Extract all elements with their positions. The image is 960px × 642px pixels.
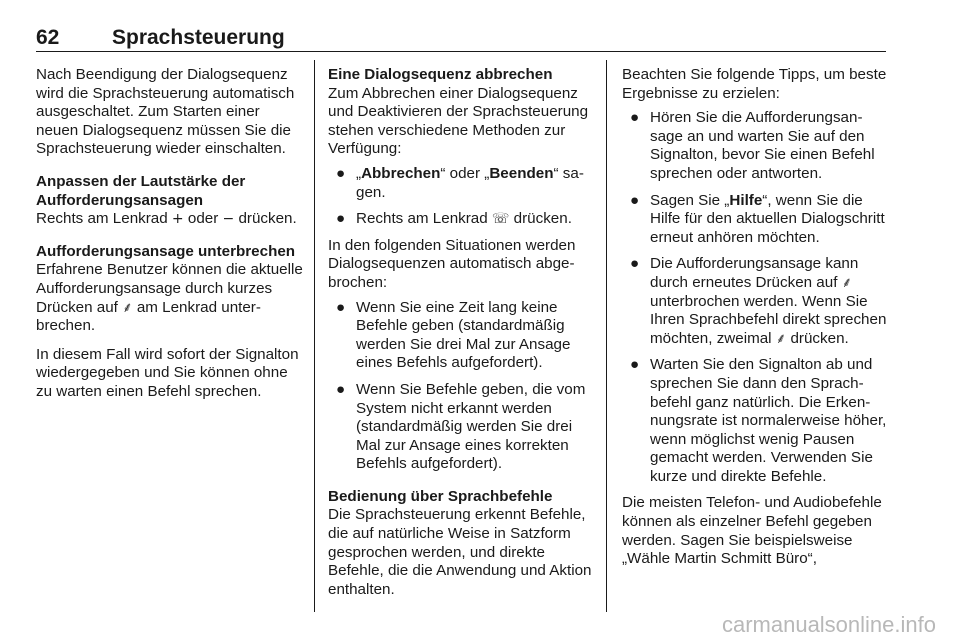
list-item: ● Sagen Sie „Hilfe“, wenn Sie die Hilfe für den aktuellen Dialogschritt erneut anhören möchten. [630,191,885,246]
bullet-icon: ● [336,298,346,316]
page-number: 62 [36,26,60,49]
section-heading: Eine Dialogsequenz abbrechen [328,66,553,83]
voice-icon: ⸙ [122,299,133,316]
header-rule [36,51,886,52]
section-voice-commands: Bedienung über Sprachbefehle Die Sprachsteuerung erkennt Befehle, die auf natürliche Weise in Satzform gesprochen werden, und direkte Befehle, die die Anwendung und Aktion enthalten. [328,488,594,600]
minus-icon: − [222,211,235,228]
list-item: ● Warten Sie den Signalton ab und sprechen Sie dann den Sprachbefehl ganz natürlich. Die Erkennungsrate ist normalerweise höher, wenn möglichst wenig Pausen gemacht werden. Verwenden Sie kurze und direkte Befehle. [630,356,887,485]
list-item: ● Rechts am Lenkrad ☏ drücken. [336,210,572,228]
bullet-icon: ● [336,210,346,228]
section-cancel: Eine Dialogsequenz abbrechen Zum Abbrechen einer Dialogsequenz und Deaktivieren der Sprachsteuerung stehen verschiedene Methoden zur Verfügung: [328,66,594,159]
bullet-icon: ● [336,380,346,398]
column-3 [622,66,888,577]
paragraph: Nach Beendigung der Dialogsequenz wird die Sprachsteuerung automatisch ausgeschaltet. Zum Starten einer neuen Dialogsequenz müssen Sie die Sprachsteuerung wieder einschalten. [36,66,295,158]
tips-list [622,109,888,486]
watermark: carmanualsonline.info [721,612,936,637]
voice-icon: ⸙ [841,274,853,291]
list-item: ● Die Aufforderungsansage kann durch erneutes Drücken auf ⸙ unterbrochen werden. Wenn Sie Ihren Sprachbefehl direkt sprechen möchten, zweimal ⸙ drücken. [630,255,887,347]
bullet-icon: ● [630,255,640,273]
bullet-icon: ● [336,164,346,182]
section-heading: Anpassen der Lautstärke der Aufforderungsansagen [36,172,246,209]
column-divider-2 [606,60,607,612]
list-item: ● Hören Sie die Aufforderungsansage an und warten Sie auf den Signalton, bevor Sie einen Befehl sprechen oder antworten. [630,109,875,182]
list-item: ● Wenn Sie eine Zeit lang keine Befehle geben (standardmäßig werden Sie drei Mal zur Ansage eines Befehls aufgefordert). [336,298,571,372]
hangup-icon: ☏ [491,211,510,228]
paragraph: In diesem Fall wird sofort der Signalton wiedergegeben und Sie können ohne zu warten einen Befehl sprechen. [36,345,299,400]
section-heading: Bedienung über Sprachbefehle [328,487,553,505]
column-1 [36,66,304,410]
page-header [36,26,886,52]
section-interrupt: Aufforderungsansage unterbrechen Erfahrene Benutzer können die aktuelle Aufforderungsansage durch kurzes Drücken auf ⸙ am Lenkrad unterbrechen. [36,242,303,335]
bullet-icon: ● [630,109,640,127]
list-item: ● Wenn Sie Befehle geben, die vom System nicht erkannt werden (standardmäßig werden Sie drei Mal zur Ansage eines korrekten Befehls aufgefordert). [336,380,586,473]
auto-cancel-list [328,299,594,474]
plus-icon: + [171,211,184,228]
bullet-icon: ● [630,356,640,374]
paragraph: Die meisten Telefon- und Audiobefehle können als einzelner Befehl gegeben werden. Sagen Sie beispielsweise „Wähle Martin Schmitt Büro“, [622,494,882,568]
bullet-icon: ● [630,191,640,209]
list-item: ● „Abbrechen“ oder „Beenden“ sagen. [336,164,584,201]
voice-icon: ⸙ [775,330,787,347]
column-divider-1 [314,60,315,612]
section-volume: Anpassen der Lautstärke der Aufforderungsansagen Rechts am Lenkrad + oder − drücken. [36,173,304,229]
paragraph: In den folgenden Situationen werden Dialogsequenzen automatisch abgebrochen: [328,236,576,291]
section-heading: Aufforderungsansage unterbrechen [36,242,296,260]
cancel-list [328,165,594,229]
paragraph: Beachten Sie folgende Tipps, um beste Ergebnisse zu erzielen: [622,66,887,102]
page-title: Sprachsteuerung [112,26,285,49]
column-2 [328,66,594,609]
